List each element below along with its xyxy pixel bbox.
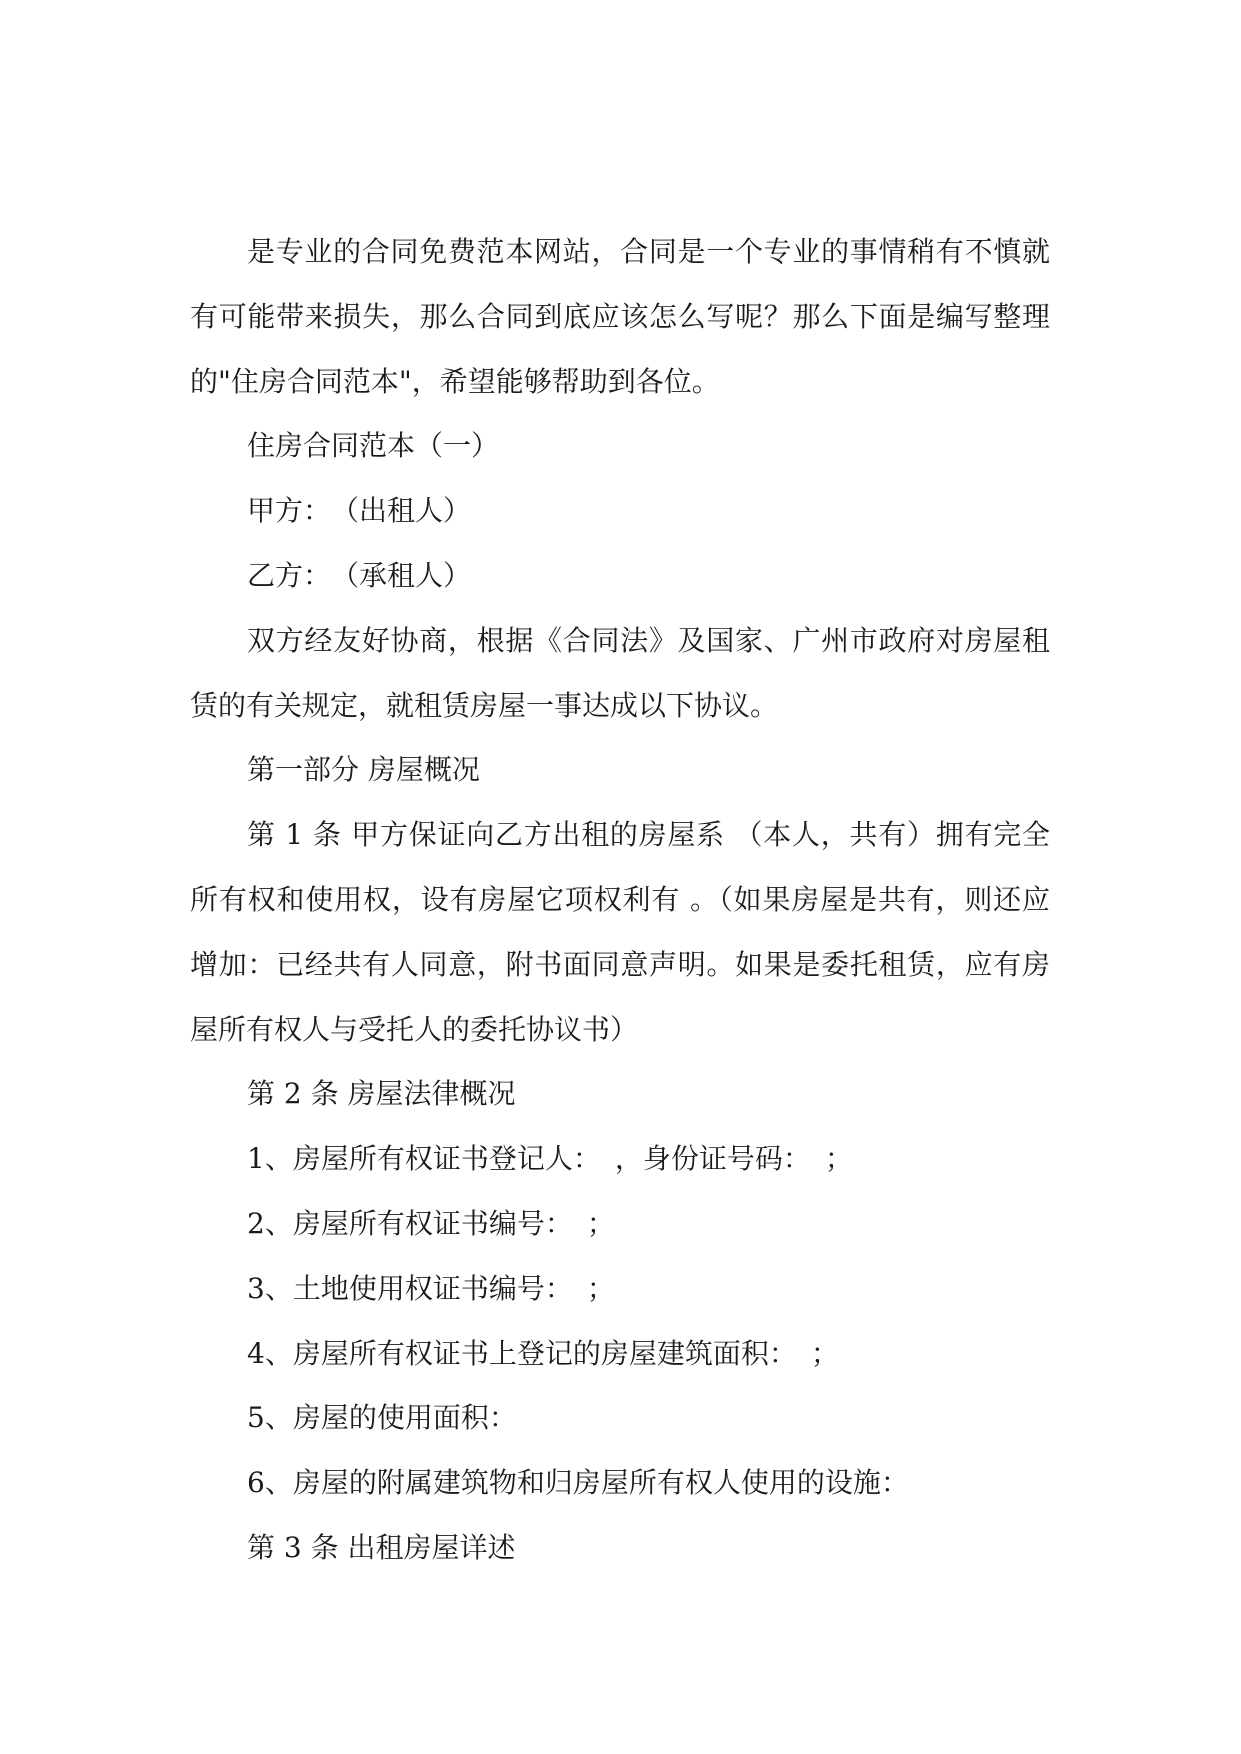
agreement-preamble: 双方经友好协商，根据《合同法》及国家、广州市政府对房屋租赁的有关规定，就租赁房屋一事达成以下协议。 <box>190 623 1050 722</box>
party-b-line: 乙方： （承租人） <box>247 558 472 592</box>
article-3-heading: 第 3 条 出租房屋详述 <box>247 1530 516 1564</box>
list-item: 4、房屋所有权证书上登记的房屋建筑面积： ； <box>247 1336 839 1370</box>
intro-paragraph: 是专业的合同免费范本网站，合同是一个专业的事情稍有不慎就有可能带来损失，那么合同到底应该怎么写呢？那么下面是编写整理的"住房合同范本"，希望能够帮助到各位。 <box>190 235 1050 398</box>
list-item: 3、土地使用权证书编号： ； <box>247 1271 615 1305</box>
contract-title: 住房合同范本（一） <box>247 429 500 463</box>
document-body <box>190 220 1050 1581</box>
article-2-heading: 第 2 条 房屋法律概况 <box>247 1077 516 1111</box>
list-item: 5、房屋的使用面积： <box>247 1401 517 1435</box>
list-item: 2、房屋所有权证书编号： ； <box>247 1206 615 1240</box>
list-item: 1、房屋所有权证书登记人： ，身份证号码： ； <box>247 1142 853 1176</box>
list-item: 6、房屋的附属建筑物和归房屋所有权人使用的设施： <box>247 1466 909 1500</box>
section-heading: 第一部分 房屋概况 <box>247 753 480 787</box>
article-1: 第 1 条 甲方保证向乙方出租的房屋系 （本人，共有）拥有完全所有权和使用权，设有房屋它项权利有 。（如果房屋是共有，则还应增加：已经共有人同意，附书面同意声明。如果是委托租赁，应有房屋所有权人与受托人的委托协议书） <box>190 818 1050 1046</box>
party-a-line: 甲方： （出租人） <box>247 494 472 528</box>
